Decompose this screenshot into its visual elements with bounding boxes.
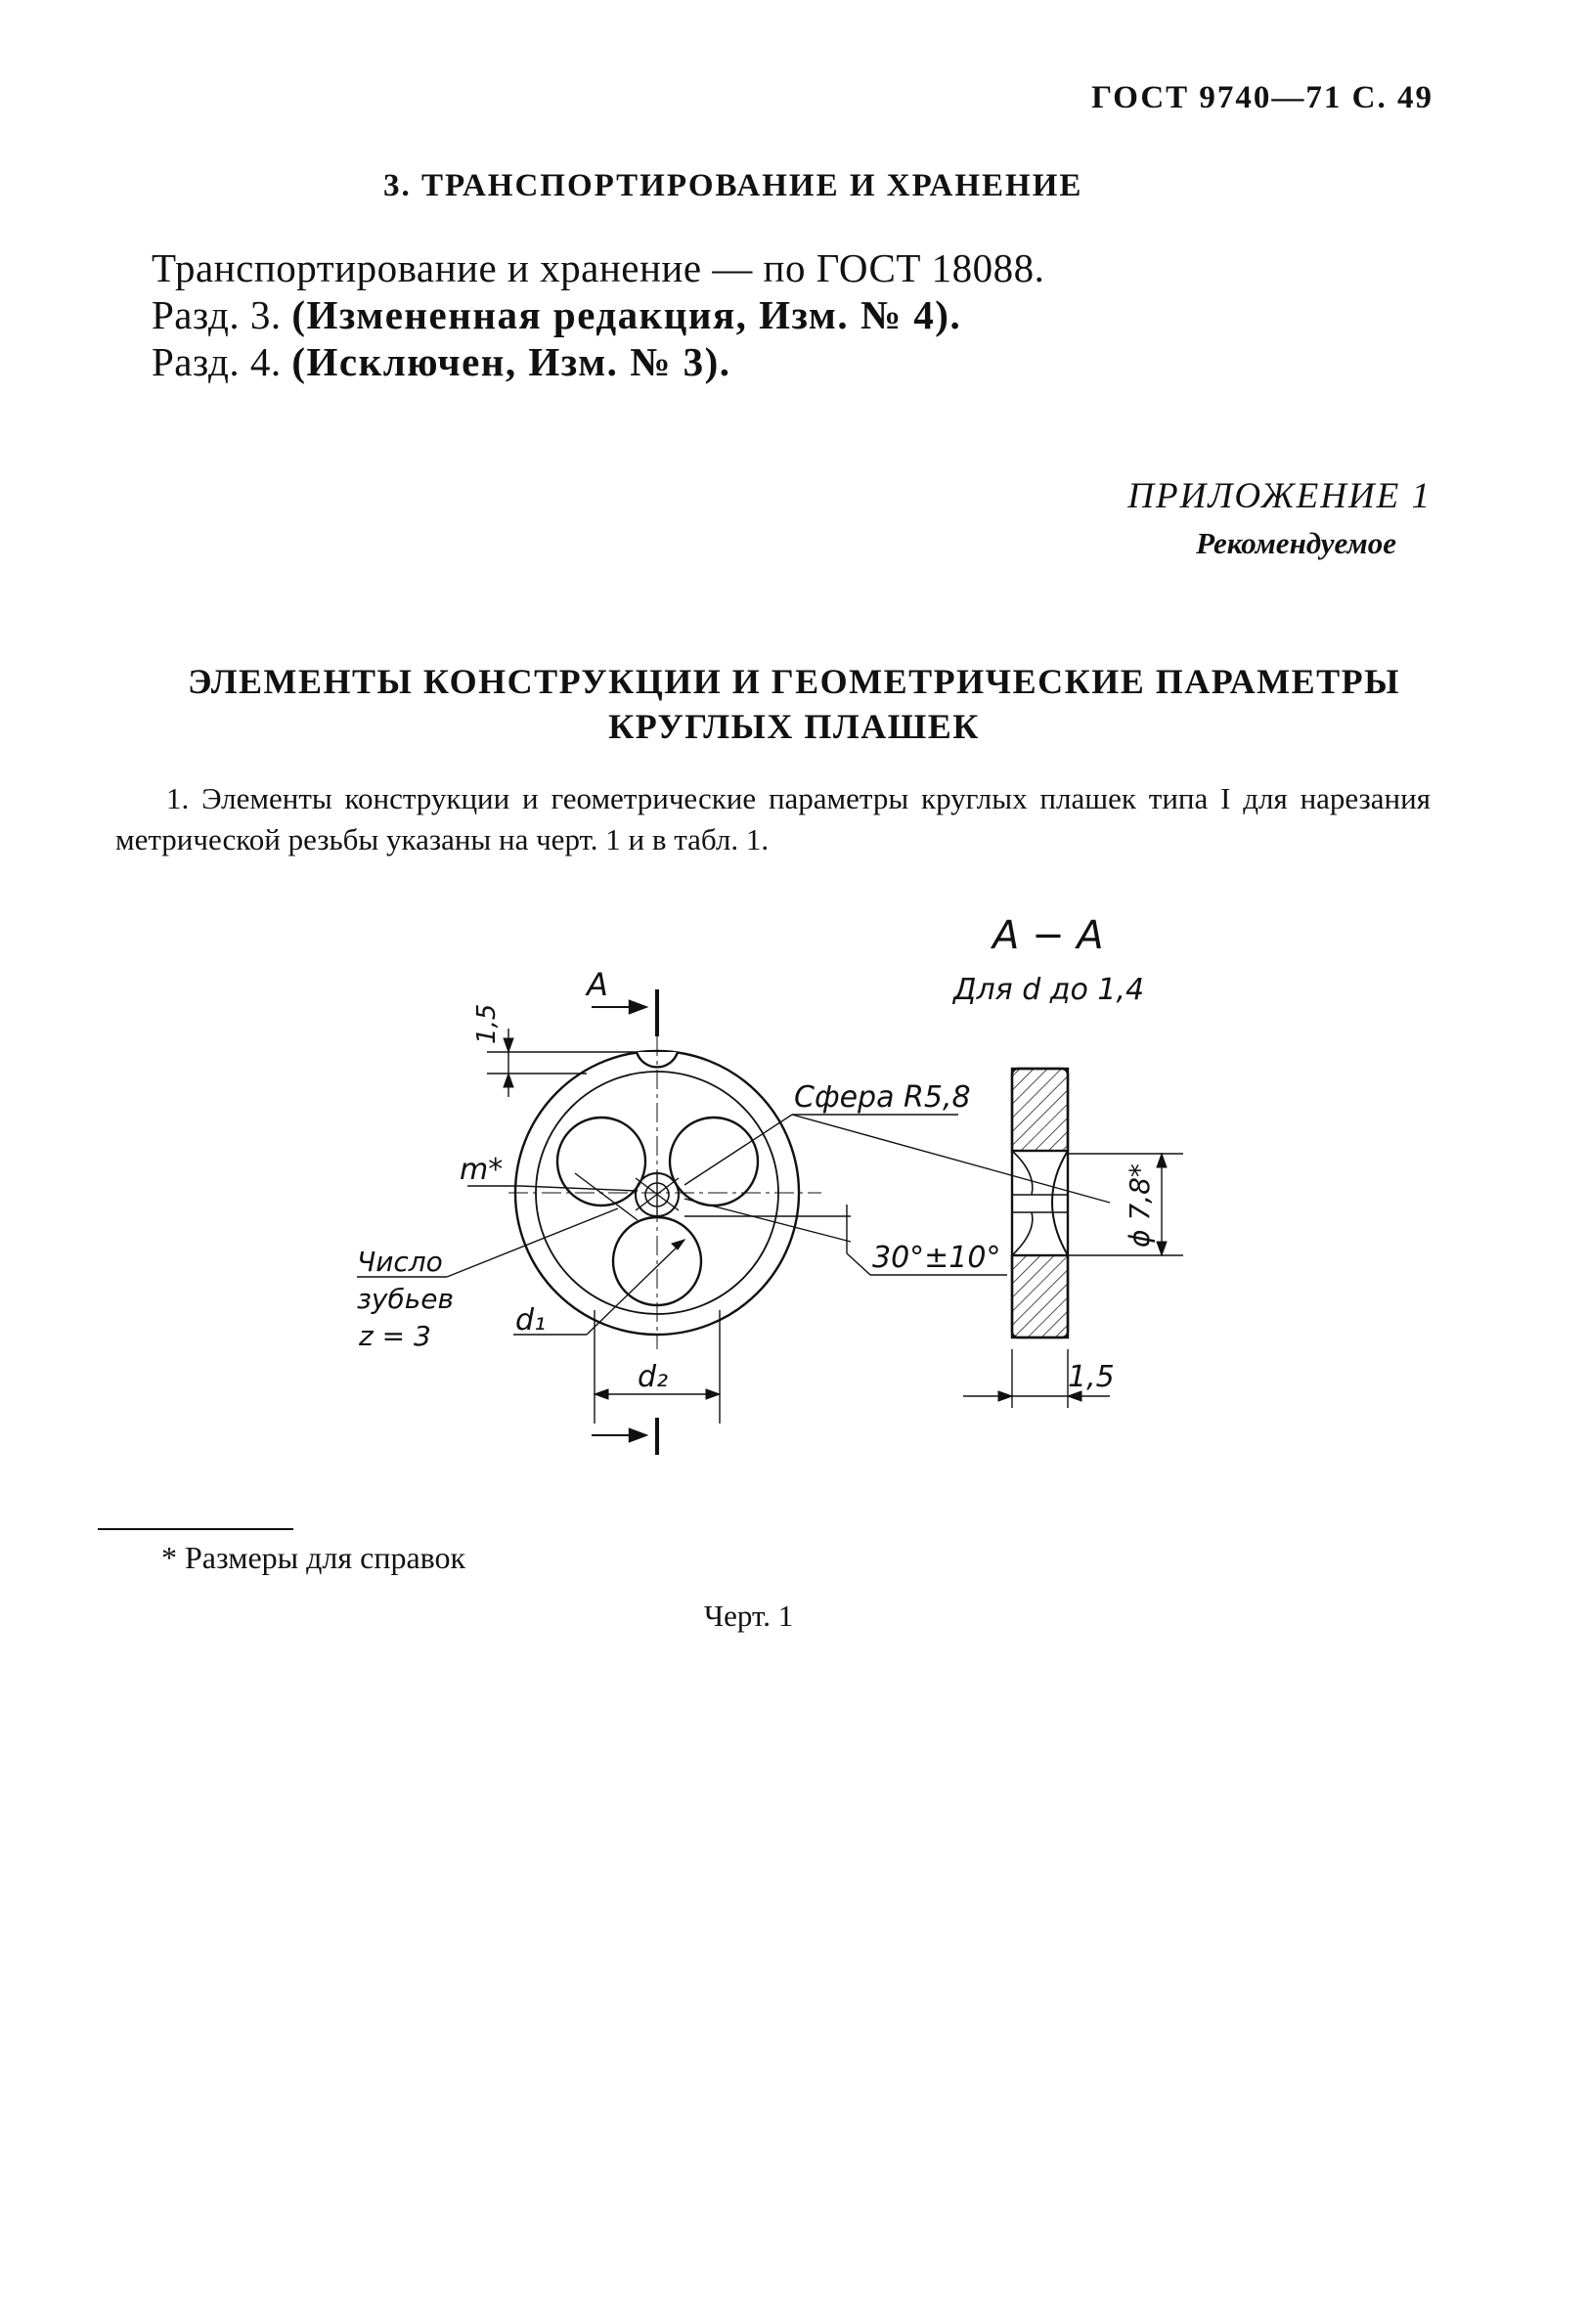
- section-upper: [1012, 1069, 1068, 1151]
- body-line-3-bold: (Исключен, Изм. № 3).: [291, 339, 731, 384]
- section-lower: [1012, 1255, 1068, 1337]
- footnote: * Размеры для справок: [161, 1540, 466, 1575]
- cut-label: А: [587, 966, 608, 1003]
- main-heading-line-1: ЭЛЕМЕНТЫ КОНСТРУКЦИИ И ГЕОМЕТРИЧЕСКИЕ ПАРАМЕТРЫ: [188, 662, 1400, 701]
- section-note: Для d до 1,4: [953, 973, 1145, 1007]
- paragraph-1: 1. Элементы конструкции и геометрические параметры круглых плашек типа I для нарезания метрической резьбы указаны на черт. 1 и в табл. 1.: [115, 781, 1431, 856]
- footnote-rule: [98, 1528, 293, 1530]
- section-label: А − А: [992, 913, 1104, 958]
- d1-label: d₁: [515, 1303, 547, 1337]
- teeth-label-3: z = 3: [359, 1320, 431, 1352]
- appendix-subtitle: Рекомендуемое: [1196, 526, 1396, 560]
- teeth-label-1: Число: [357, 1246, 443, 1278]
- width-label: 1,5: [1068, 1360, 1115, 1394]
- m-label: m*: [460, 1153, 504, 1187]
- d2-label: d₂: [638, 1360, 669, 1394]
- teeth-label-2: зубьев: [357, 1283, 454, 1315]
- figure-caption: Черт. 1: [704, 1599, 794, 1633]
- body-line-3-prefix: Разд. 4.: [152, 339, 282, 384]
- phi-label: ϕ 7,8*: [1124, 1163, 1156, 1248]
- main-heading-line-2: КРУГЛЫХ ПЛАШЕК: [608, 707, 980, 746]
- body-line-1: Транспортирование и хранение — по ГОСТ 18088.: [152, 245, 1045, 290]
- body-line-2-bold: (Измененная редакция, Изм. № 4).: [291, 292, 962, 337]
- section-title: 3. ТРАНСПОРТИРОВАНИЕ И ХРАНЕНИЕ: [383, 168, 1083, 203]
- sphere-label: Сфера R5,8: [794, 1080, 971, 1115]
- body-line-2-prefix: Разд. 3.: [152, 292, 282, 337]
- page-header: ГОСТ 9740—71 С. 49: [1091, 80, 1434, 115]
- appendix-title: ПРИЛОЖЕНИЕ 1: [1127, 476, 1432, 516]
- dim-top-label: 1,5: [472, 1003, 502, 1044]
- angle-label: 30°±10°: [872, 1241, 1001, 1275]
